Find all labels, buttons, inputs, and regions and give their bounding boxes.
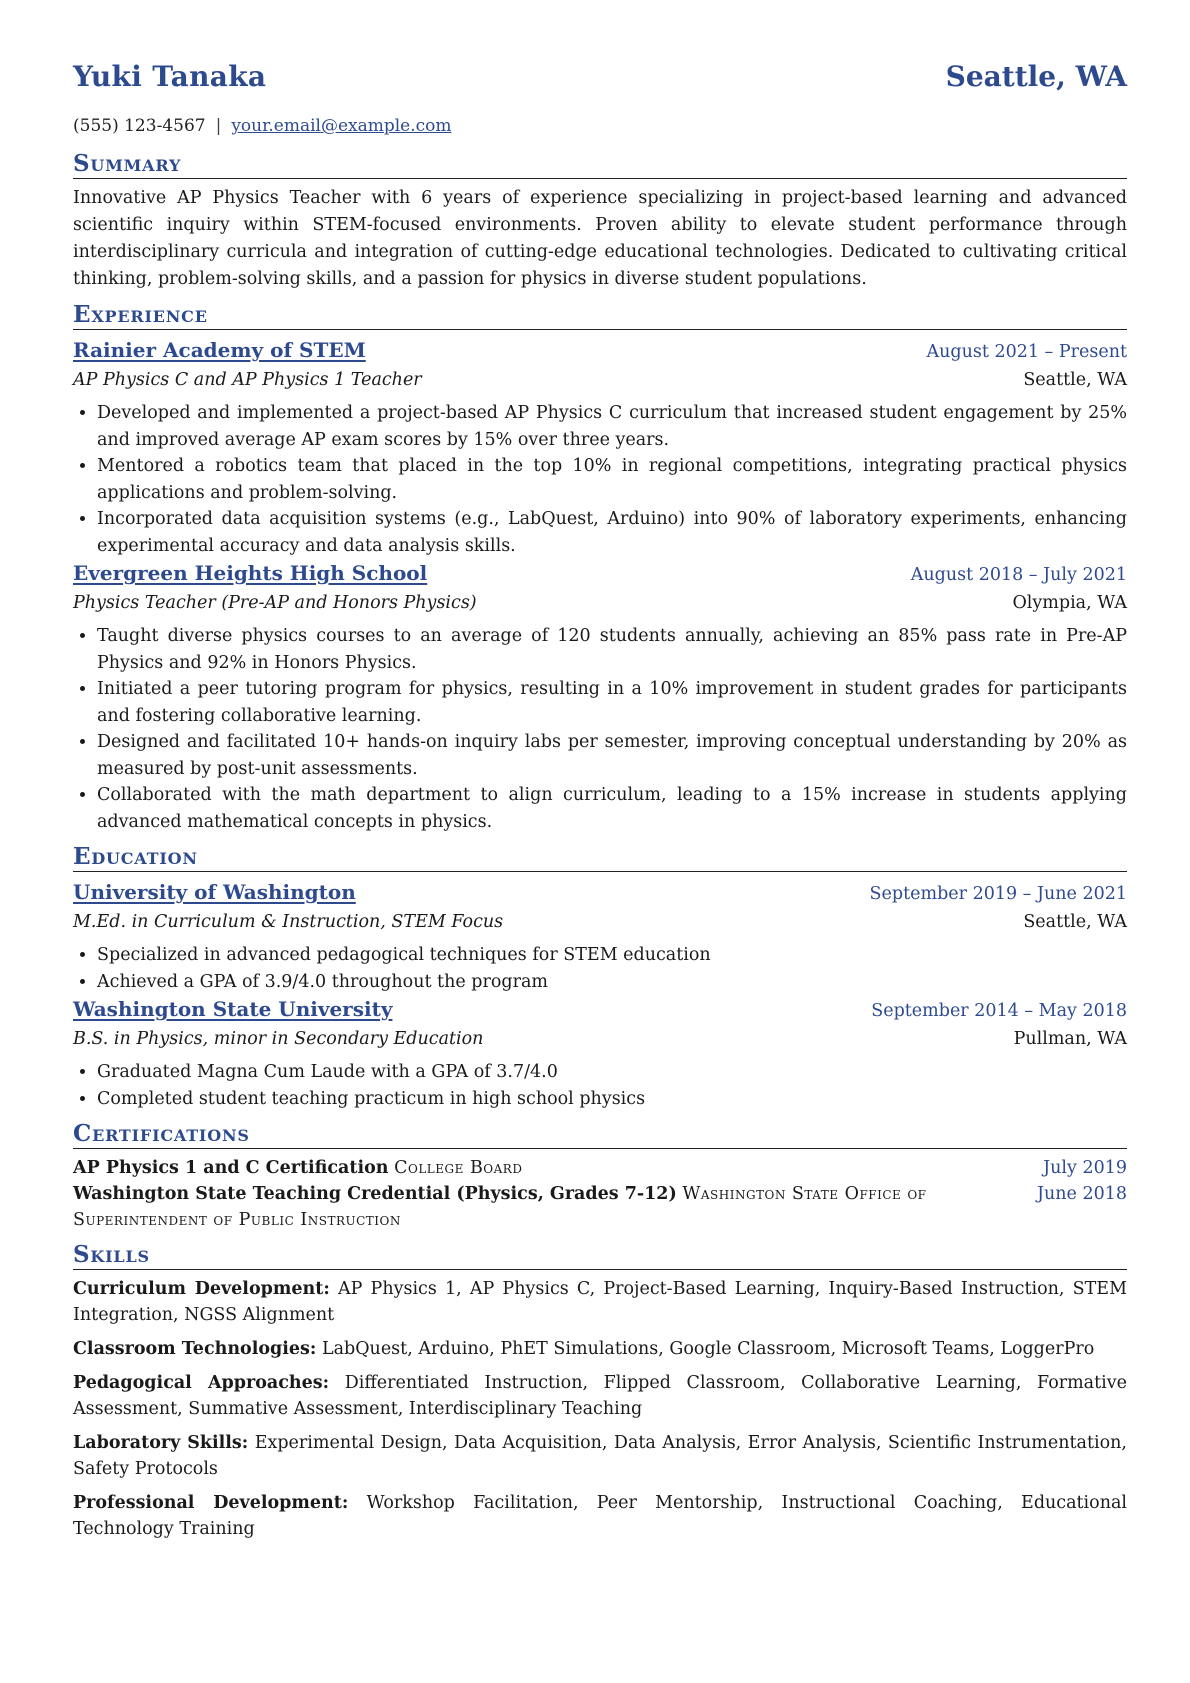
- skill-list: LabQuest, Arduino, PhET Simulations, Google Classroom, Microsoft Teams, LoggerPro: [321, 1339, 1095, 1359]
- skill-category: Laboratory Skills:: [73, 1433, 249, 1453]
- education-entry: [73, 995, 1127, 1112]
- candidate-name: Yuki Tanaka: [73, 60, 267, 93]
- email-link[interactable]: your.email@example.com: [231, 116, 452, 136]
- job-title: Physics Teacher (Pre-AP and Honors Physics): [73, 593, 477, 613]
- skill-list: AP Physics 1, AP Physics C, Project-Based Learning, Inquiry-Based Instruction, STEM Integration, NGSS Alignment: [73, 1279, 1127, 1325]
- skill-list: Workshop Facilitation, Peer Mentorship, Instructional Coaching, Educational Technology Training: [73, 1493, 1127, 1539]
- certification-item: [73, 1181, 1127, 1233]
- job-bullet: • Initiated a peer tutoring program for physics, resulting in a 10% improvement in student grades for participants and fostering collaborative learning.: [97, 676, 1127, 729]
- job-bullet: • Designed and facilitated 10+ hands-on inquiry labs per semester, improving conceptual understanding by 20% as measured by post-unit assessments.: [97, 729, 1127, 782]
- job-bullet: • Taught diverse physics courses to an average of 120 students annually, achieving an 85% pass rate in Pre-AP Physics and 92% in Honors Physics.: [97, 623, 1127, 676]
- education-bullet: • Completed student teaching practicum in high school physics: [97, 1086, 1127, 1113]
- certification-date: June 2018: [1036, 1184, 1127, 1204]
- education-bullet: • Specialized in advanced pedagogical techniques for STEM education: [97, 942, 1127, 969]
- contact-separator: |: [215, 116, 222, 136]
- header: [73, 60, 1127, 106]
- school-location: Pullman, WA: [1013, 1029, 1127, 1049]
- skill-category: Classroom Technologies:: [73, 1339, 317, 1359]
- skills-heading: Skills: [73, 1241, 1127, 1270]
- skill-list: Differentiated Instruction, Flipped Classroom, Collaborative Learning, Formative Assessment, Summative Assessment, Interdisciplinary Teaching: [73, 1373, 1127, 1419]
- study-dates: September 2014 – May 2018: [871, 1001, 1127, 1021]
- skill-group: [73, 1490, 1127, 1542]
- contact-line: [73, 116, 1127, 142]
- skill-group: [73, 1370, 1127, 1422]
- experience-heading: Experience: [73, 301, 1127, 330]
- school-location: Seattle, WA: [1023, 912, 1127, 932]
- skill-group: [73, 1276, 1127, 1328]
- job-bullet: • Mentored a robotics team that placed in the top 10% in regional competitions, integrating practical physics applications and problem-solving.: [97, 453, 1127, 506]
- employer-name[interactable]: Rainier Academy of STEM: [73, 338, 366, 362]
- job-title: AP Physics C and AP Physics 1 Teacher: [73, 370, 422, 390]
- certification-date: July 2019: [1043, 1158, 1127, 1178]
- degree: M.Ed. in Curriculum & Instruction, STEM Focus: [73, 912, 504, 932]
- experience-entry: [73, 336, 1127, 559]
- skill-list: Experimental Design, Data Acquisition, Data Analysis, Error Analysis, Scientific Instrumentation, Safety Protocols: [73, 1433, 1127, 1479]
- employment-dates: August 2018 – July 2021: [910, 565, 1127, 585]
- study-dates: September 2019 – June 2021: [869, 884, 1127, 904]
- skill-category: Pedagogical Approaches:: [73, 1373, 330, 1393]
- job-bullet: • Incorporated data acquisition systems (e.g., LabQuest, Arduino) into 90% of laboratory experiments, enhancing experimental accuracy and data analysis skills.: [97, 506, 1127, 559]
- skill-category: Professional Development:: [73, 1493, 349, 1513]
- experience-entry: [73, 559, 1127, 835]
- certification-name: Washington State Teaching Credential (Physics, Grades 7-12): [73, 1184, 677, 1204]
- employment-dates: August 2021 – Present: [926, 342, 1127, 362]
- certifications-heading: Certifications: [73, 1120, 1127, 1149]
- skill-category: Curriculum Development:: [73, 1279, 330, 1299]
- certification-issuer: Washington State Office of Superintendent of Public Instruction: [73, 1184, 927, 1230]
- school-name[interactable]: University of Washington: [73, 880, 356, 904]
- education-bullet: • Achieved a GPA of 3.9/4.0 throughout the program: [97, 969, 1127, 996]
- job-location: Seattle, WA: [1023, 370, 1127, 390]
- degree: B.S. in Physics, minor in Secondary Education: [73, 1029, 484, 1049]
- phone-number: (555) 123-4567: [73, 116, 206, 136]
- certification-issuer: College Board: [394, 1158, 523, 1178]
- education-bullets: [73, 942, 1127, 995]
- summary-text: Innovative AP Physics Teacher with 6 years of experience specializing in project-based learning and advanced scientific inquiry within STEM-focused environments. Proven ability to elevate student performance through interdisciplinary curricula and integration of cutting-edge educational technologies. Dedicated to cultivating critical thinking, problem-solving skills, and a passion for physics in diverse student populations.: [73, 188, 1127, 289]
- education-bullets: [73, 1059, 1127, 1112]
- school-name[interactable]: Washington State University: [73, 997, 393, 1021]
- education-heading: Education: [73, 843, 1127, 872]
- skill-group: [73, 1430, 1127, 1482]
- summary-heading: Summary: [73, 150, 1127, 179]
- resume-page: [73, 60, 1127, 1550]
- certification-name: AP Physics 1 and C Certification: [73, 1158, 389, 1178]
- education-entry: [73, 878, 1127, 995]
- job-bullets: [73, 400, 1127, 559]
- job-bullet: • Collaborated with the math department to align curriculum, leading to a 15% increase in students applying advanced mathematical concepts in physics.: [97, 782, 1127, 835]
- job-bullets: [73, 623, 1127, 835]
- skill-group: [73, 1336, 1127, 1362]
- certification-item: [73, 1155, 1127, 1181]
- education-bullet: • Graduated Magna Cum Laude with a GPA of 3.7/4.0: [97, 1059, 1127, 1086]
- job-bullet: • Developed and implemented a project-based AP Physics C curriculum that increased student engagement by 25% and improved average AP exam scores by 15% over three years.: [97, 400, 1127, 453]
- employer-name[interactable]: Evergreen Heights High School: [73, 561, 428, 585]
- job-location: Olympia, WA: [1012, 593, 1127, 613]
- candidate-location: Seattle, WA: [945, 60, 1127, 93]
